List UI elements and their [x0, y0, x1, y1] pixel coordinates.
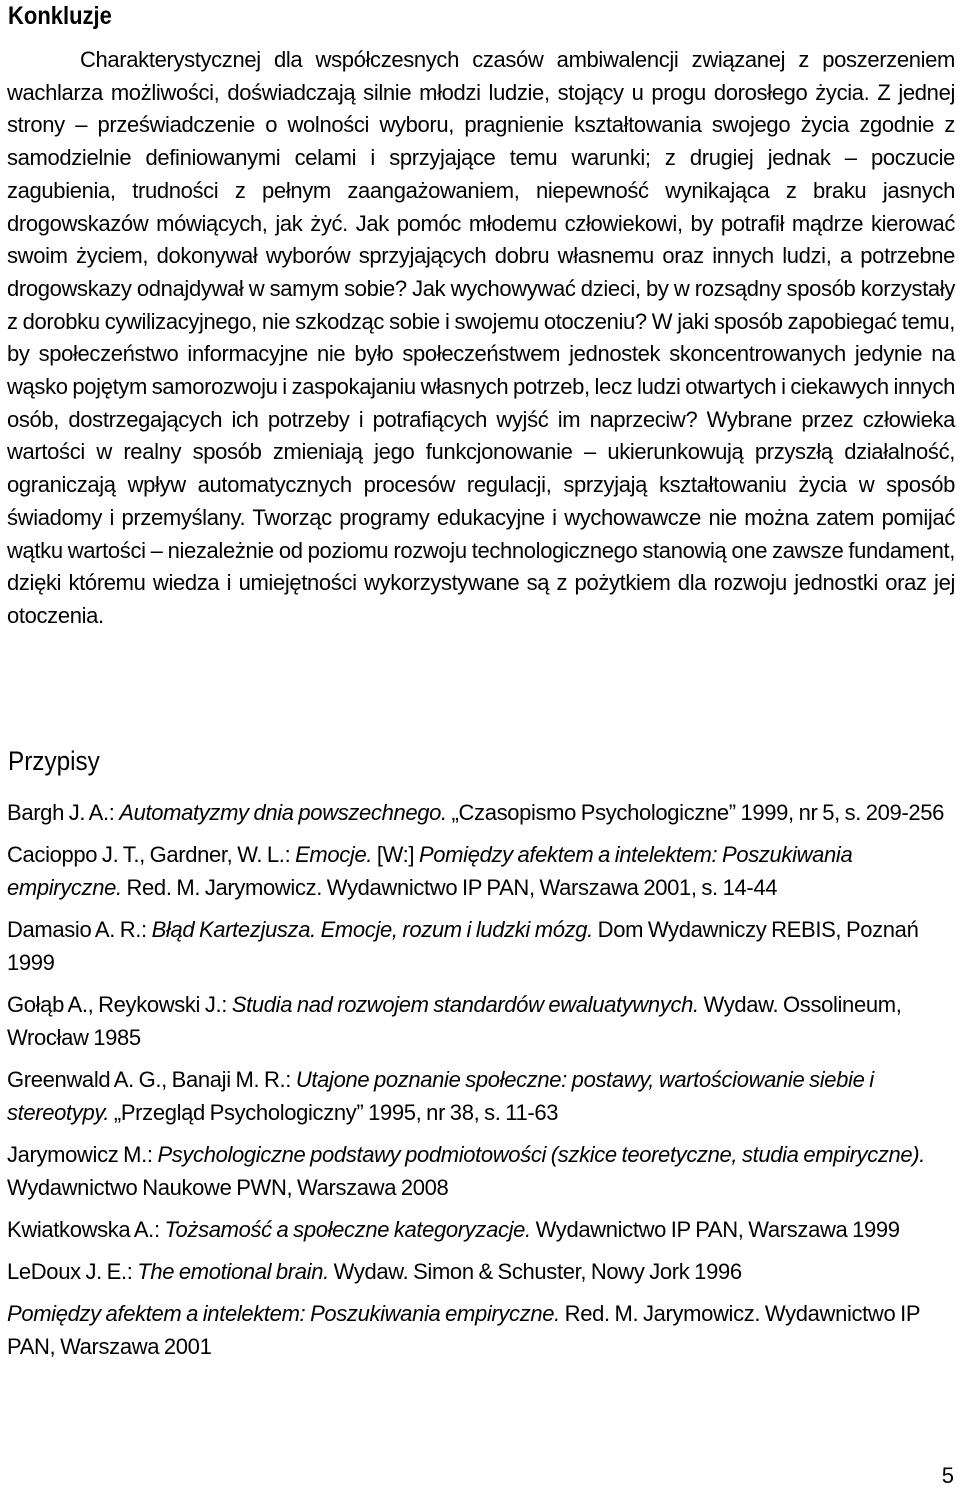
reference-details: Wydawnictwo Naukowe PWN, Warszawa 2008 [7, 1174, 449, 1200]
reference-item [7, 1298, 955, 1363]
reference-details: Wydawnictwo IP PAN, Warszawa 1999 [530, 1216, 900, 1242]
reference-item [7, 1139, 955, 1204]
reference-connector: [W:] [372, 842, 419, 868]
reference-author: Kwiatkowska A.: [7, 1216, 165, 1242]
reference-title: Psychologiczne podstawy podmiotowości (szkice teoretyczne, studia empiryczne). [157, 1141, 926, 1167]
section-heading-footnotes: Przypisy [8, 746, 100, 776]
reference-title: Emocje. [295, 842, 373, 868]
reference-item [7, 914, 955, 979]
reference-title: The emotional brain. [137, 1258, 329, 1284]
reference-item [7, 797, 955, 830]
reference-details: Wydaw. Ossolineum, Wrocław 1985 [7, 992, 902, 1050]
reference-details: „Przegląd Psychologiczny” 1995, nr 38, s. 11-63 [109, 1099, 559, 1125]
reference-author: Greenwald A. G., Banaji M. R.: [7, 1066, 296, 1092]
page-number: 5 [941, 1463, 954, 1488]
reference-title: Tożsamość a społeczne kategoryzacje. [164, 1216, 531, 1242]
reference-author: LeDoux J. E.: [7, 1258, 138, 1284]
reference-author: Jarymowicz M.: [7, 1141, 158, 1167]
reference-author: Bargh J. A.: [7, 800, 120, 825]
reference-author: Cacioppo J. T., Gardner, W. L.: [7, 842, 296, 868]
reference-title: Błąd Kartezjusza. Emocje, rozum i ludzki mózg. [151, 917, 593, 943]
references-list [7, 797, 955, 1373]
reference-title: Automatyzmy dnia powszechnego. [119, 800, 447, 825]
reference-title: Studia nad rozwojem standardów ewaluatywnych. [231, 992, 699, 1018]
reference-details: Dom Wydawniczy REBIS, Poznań 1999 [7, 917, 919, 975]
reference-details: Red. M. Jarymowicz. Wydawnictwo IP PAN, Warszawa 2001 [7, 1301, 920, 1359]
reference-item [7, 1256, 955, 1289]
reference-item [7, 1064, 955, 1129]
conclusions-paragraph: Charakterystycznej dla współczesnych czasów ambiwalencji związanej z poszerzeniem wachlarza możliwości, doświadczają silnie młodzi ludzie, stojący u progu dorosłego życia. Z jednej strony – przeświadczenie o wolności wyboru, pragnienie kształtowania swojego życia zgodnie z samodzielnie definiowanymi celami i sprzyjające temu warunki; z drugiej jednak – poczucie zagubienia, trudności z pełnym zaangażowaniem, niepewność wynikająca z braku jasnych drogowskazów mówiących, jak żyć. Jak pomóc młodemu człowiekowi, by potrafił mądrze kierować swoim życiem, dokonywał wyborów sprzyjających dobru własnemu oraz innych ludzi, a potrzebne drogowskazy odnajdywał w samym sobie? Jak wychowywać dzieci, by w rozsądny sposób korzystały z dorobku cywilizacyjnego, nie szkodząc sobie i swojemu otoczeniu? W jaki sposób zapobiegać temu, by społeczeństwo informacyjne nie było społeczeństwem jednostek skoncentrowanych jedynie na wąsko pojętym samorozwoju i zaspokajaniu własnych potrzeb, lecz ludzi otwartych i ciekawych innych osób, dostrzegających ich potrzeby i potrafiących wyjść im naprzeciw? Wybrane przez człowieka wartości w realny sposób zmieniają jego funkcjonowanie – ukierunkowują przyszłą działalność, ograniczają wpływ automatycznych procesów regulacji, sprzyjają kształtowaniu życia w sposób świadomy i przemyślany. Tworząc programy edukacyjne i wychowawcze nie można zatem pomijać wątku wartości – niezależnie od poziomu rozwoju technologicznego stanowią one zawsze fundament, dzięki któremu wiedza i umiejętności wykorzystywane są z pożytkiem dla rozwoju jednostki oraz jej otoczenia. [7, 47, 955, 628]
reference-details: Red. M. Jarymowicz. Wydawnictwo IP PAN, Warszawa 2001, s. 14-44 [121, 874, 778, 900]
reference-details: „Czasopismo Psychologiczne” 1999, nr 5, s. 209-256 [446, 800, 945, 825]
reference-title: Utajone poznanie społeczne: postawy, wartościowanie siebie i stereotypy. [7, 1066, 874, 1125]
section-heading-conclusions: Konkluzje [8, 2, 112, 30]
reference-item [7, 1214, 955, 1247]
reference-item [7, 839, 955, 904]
reference-item [7, 989, 955, 1054]
reference-author: Damasio A. R.: [7, 917, 152, 943]
reference-details: Wydaw. Simon & Schuster, Nowy Jork 1996 [328, 1258, 742, 1284]
reference-book-title: Pomiędzy afektem a intelektem: Poszukiwania empiryczne. [7, 842, 853, 900]
reference-title: Pomiędzy afektem a intelektem: Poszukiwania empiryczne. [7, 1301, 560, 1327]
reference-author: Gołąb A., Reykowski J.: [7, 992, 232, 1018]
